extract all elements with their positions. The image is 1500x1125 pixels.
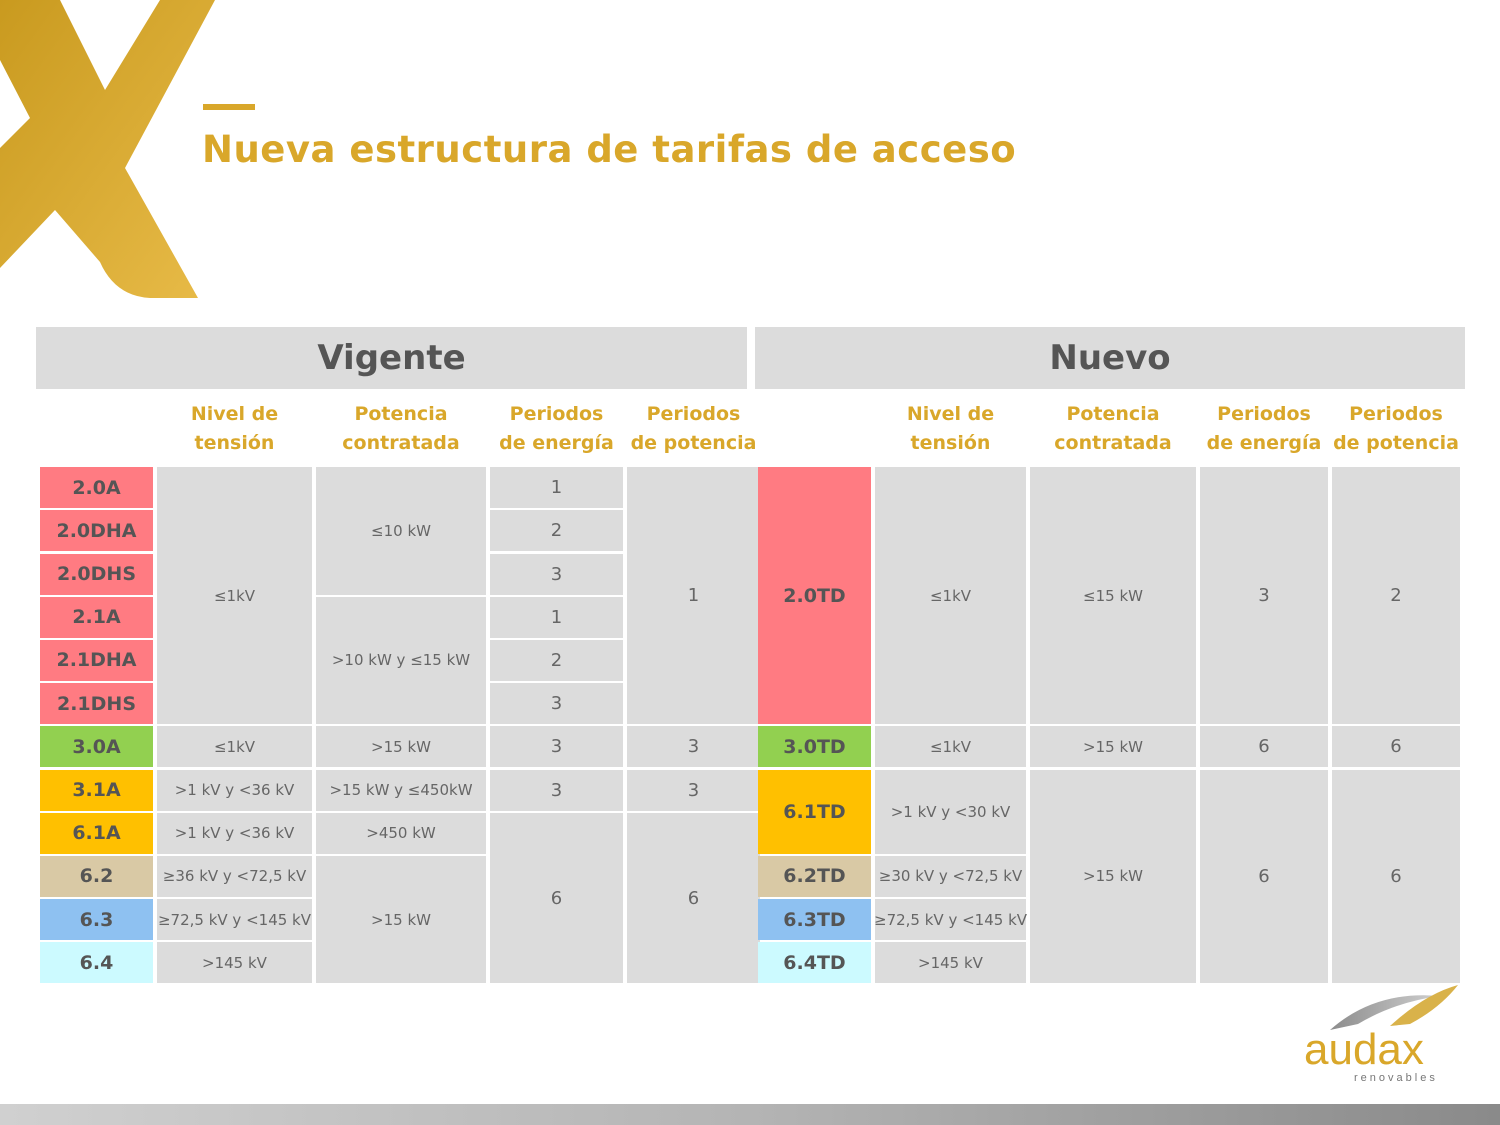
vigente-energia-cell: 3 bbox=[490, 726, 623, 767]
nuevo-potencia-cell: >15 kW bbox=[1030, 770, 1196, 984]
nuevo-tension-cell: ≥30 kV y <72,5 kV bbox=[875, 856, 1026, 897]
vigente-table bbox=[36, 393, 760, 983]
vigente-energia-cell: 1 bbox=[490, 467, 623, 508]
nuevo-tariff-code: 2.0TD bbox=[758, 467, 871, 724]
nuevo-tension-cell: >1 kV y <30 kV bbox=[875, 770, 1026, 854]
vigente-potencia-cell: >15 kW y ≤450kW bbox=[316, 770, 486, 811]
vigente-energia-cell: 3 bbox=[490, 770, 623, 811]
vigente-tariff-code: 2.0DHA bbox=[40, 510, 153, 551]
vigente-tariff-code: 6.4 bbox=[40, 942, 153, 983]
nuevo-tariff-code: 6.3TD bbox=[758, 899, 871, 940]
audax-logo bbox=[1300, 980, 1465, 1085]
vigente-header-tension: Nivel de tensión bbox=[190, 403, 279, 454]
vigente-energia-cell: 6 bbox=[490, 813, 623, 983]
title-accent-bar bbox=[203, 104, 255, 110]
vigente-tariff-code: 6.1A bbox=[40, 813, 153, 854]
vigente-tension-cell: ≤1kV bbox=[157, 467, 312, 724]
vigente-tension-cell: ≥36 kV y <72,5 kV bbox=[157, 856, 312, 897]
nuevo-potencia-cell: ≤15 kW bbox=[1030, 467, 1196, 724]
vigente-header-periodos-potencia: Periodos de potencia bbox=[630, 403, 757, 454]
nuevo-tariff-code: 3.0TD bbox=[758, 726, 871, 767]
nuevo-tariff-code: 6.4TD bbox=[758, 942, 871, 983]
vigente-energia-cell: 3 bbox=[490, 554, 623, 595]
nuevo-tension-cell: >145 kV bbox=[875, 942, 1026, 983]
nuevo-header-periodos-energia: Periodos de energía bbox=[1206, 403, 1322, 454]
nuevo-energia-cell: 3 bbox=[1200, 467, 1328, 724]
vigente-tariff-code: 2.0DHS bbox=[40, 554, 153, 595]
page-title: Nueva estructura de tarifas de acceso bbox=[202, 128, 1017, 171]
vigente-tariff-code: 3.0A bbox=[40, 726, 153, 767]
vigente-tariff-code: 6.2 bbox=[40, 856, 153, 897]
vigente-tariff-code: 2.1A bbox=[40, 597, 153, 638]
vigente-energia-cell: 1 bbox=[490, 597, 623, 638]
nuevo-potencia-cell: >15 kW bbox=[1030, 726, 1196, 767]
footer-bar bbox=[0, 1104, 1500, 1125]
vigente-tariff-code: 6.3 bbox=[40, 899, 153, 940]
vigente-tariff-code: 3.1A bbox=[40, 770, 153, 811]
nuevo-heading: Nuevo bbox=[755, 327, 1465, 389]
vigente-header-potencia: Potencia contratada bbox=[342, 403, 460, 454]
vigente-periodos-potencia-cell: 3 bbox=[627, 770, 760, 811]
vigente-potencia-cell: >15 kW bbox=[316, 856, 486, 983]
vigente-tension-cell: >1 kV y <36 kV bbox=[157, 770, 312, 811]
nuevo-header-potencia: Potencia contratada bbox=[1054, 403, 1172, 454]
nuevo-tariff-code: 6.2TD bbox=[758, 856, 871, 897]
vigente-tariff-code: 2.1DHA bbox=[40, 640, 153, 681]
nuevo-tension-cell: ≥72,5 kV y <145 kV bbox=[875, 899, 1026, 940]
nuevo-header-periodos-potencia: Periodos de potencia bbox=[1333, 403, 1459, 454]
vigente-tension-cell: >145 kV bbox=[157, 942, 312, 983]
nuevo-table bbox=[758, 393, 1460, 983]
vigente-energia-cell: 3 bbox=[490, 683, 623, 724]
nuevo-energia-cell: 6 bbox=[1200, 726, 1328, 767]
vigente-energia-cell: 2 bbox=[490, 640, 623, 681]
vigente-periodos-potencia-cell: 3 bbox=[627, 726, 760, 767]
logo-tagline: renovables bbox=[1354, 1072, 1438, 1084]
vigente-tension-cell: ≥72,5 kV y <145 kV bbox=[157, 899, 312, 940]
vigente-potencia-cell: >10 kW y ≤15 kW bbox=[316, 597, 486, 724]
vigente-tension-cell: ≤1kV bbox=[157, 726, 312, 767]
nuevo-tension-cell: ≤1kV bbox=[875, 726, 1026, 767]
vigente-potencia-cell: ≤10 kW bbox=[316, 467, 486, 594]
nuevo-header-tension: Nivel de tensión bbox=[906, 403, 995, 454]
vigente-heading: Vigente bbox=[36, 327, 747, 389]
vigente-energia-cell: 2 bbox=[490, 510, 623, 551]
vigente-tariff-code: 2.1DHS bbox=[40, 683, 153, 724]
nuevo-periodos-potencia-cell: 6 bbox=[1332, 770, 1460, 984]
nuevo-periodos-potencia-cell: 6 bbox=[1332, 726, 1460, 767]
nuevo-tension-cell: ≤1kV bbox=[875, 467, 1026, 724]
vigente-tariff-code: 2.0A bbox=[40, 467, 153, 508]
nuevo-periodos-potencia-cell: 2 bbox=[1332, 467, 1460, 724]
vigente-periodos-potencia-cell: 1 bbox=[627, 467, 760, 724]
vigente-potencia-cell: >15 kW bbox=[316, 726, 486, 767]
vigente-periodos-potencia-cell: 6 bbox=[627, 813, 760, 983]
vigente-tension-cell: >1 kV y <36 kV bbox=[157, 813, 312, 854]
logo-wordmark: audax bbox=[1304, 1025, 1424, 1074]
decorative-x-shape bbox=[0, 0, 220, 300]
nuevo-energia-cell: 6 bbox=[1200, 770, 1328, 984]
nuevo-tariff-code: 6.1TD bbox=[758, 770, 871, 854]
vigente-header-periodos-energia: Periodos de energía bbox=[499, 403, 614, 454]
vigente-potencia-cell: >450 kW bbox=[316, 813, 486, 854]
